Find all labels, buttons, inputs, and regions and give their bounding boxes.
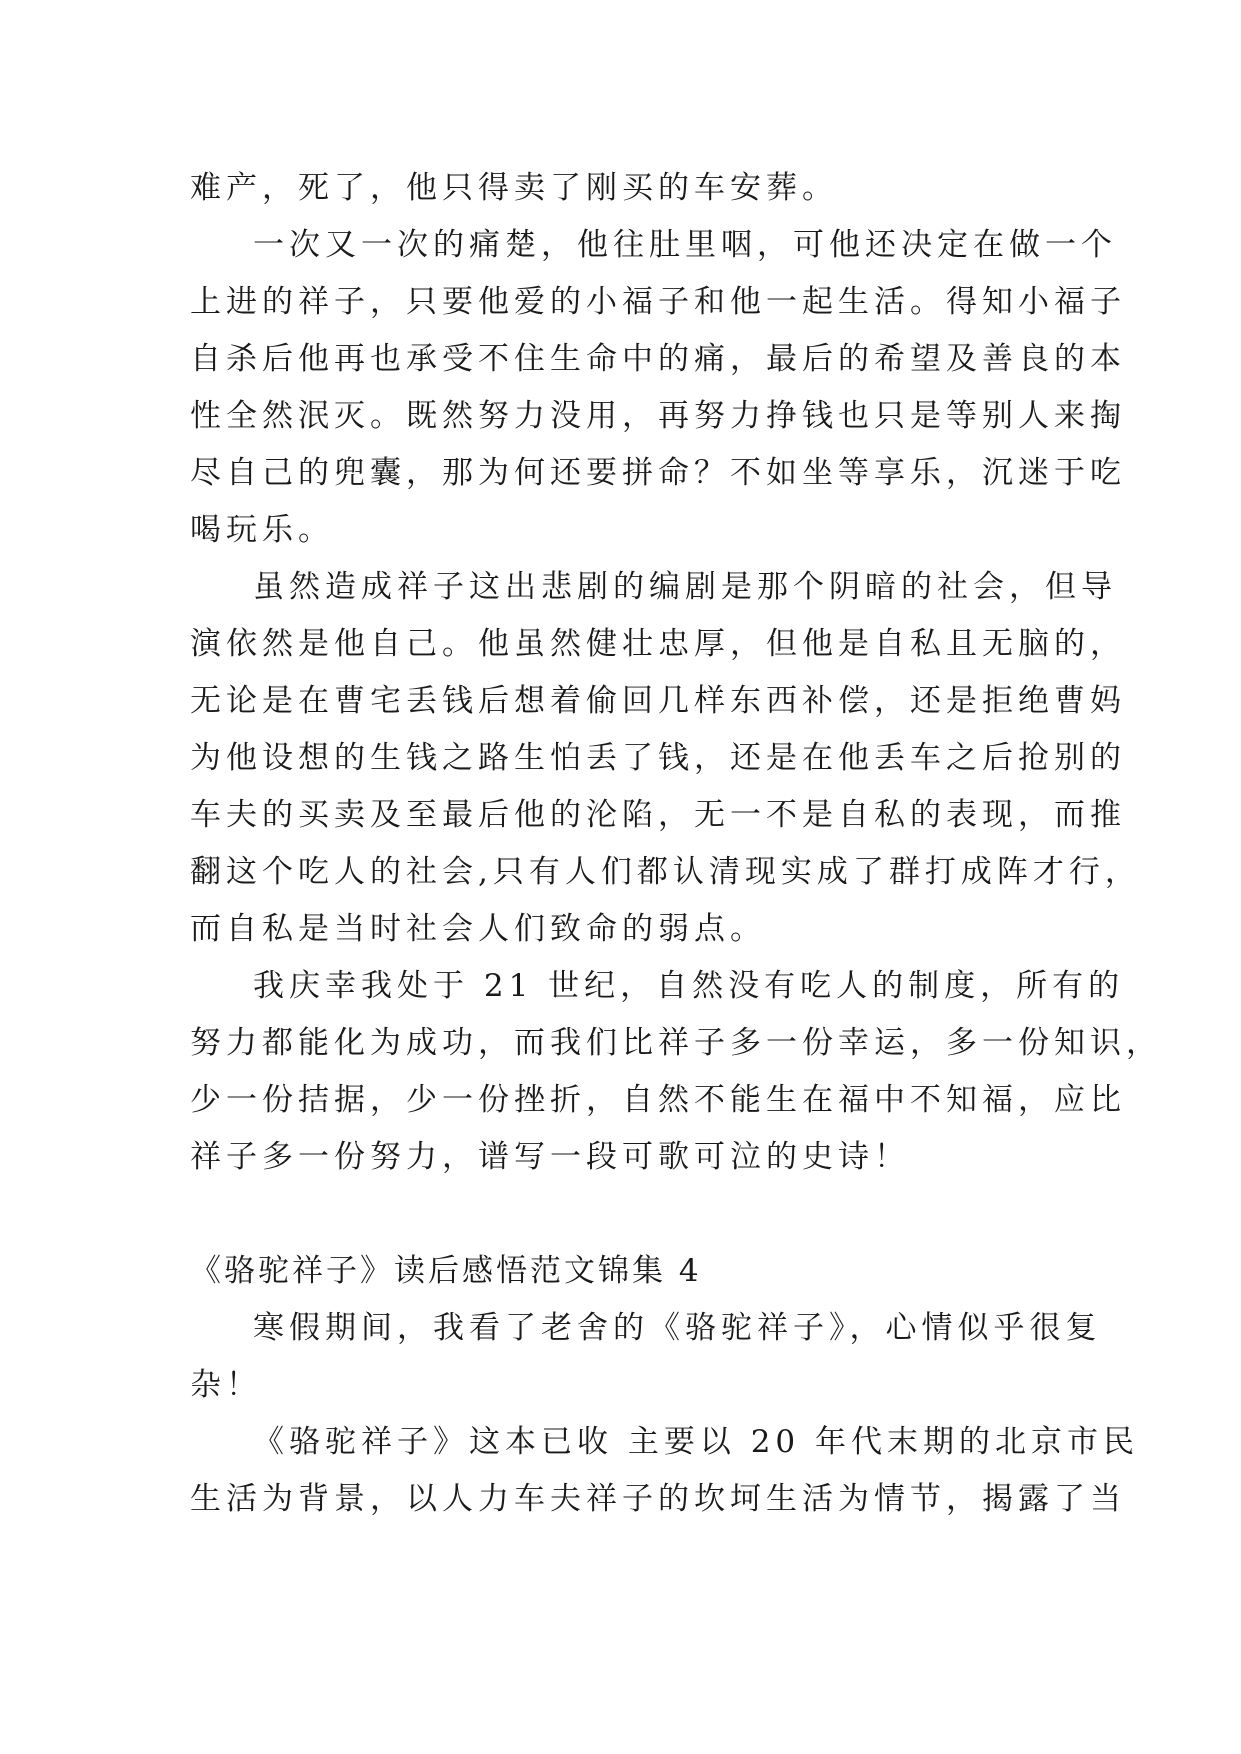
text-line: 杂！: [190, 1367, 262, 1403]
text-line: 努力都能化为成功，而我们比祥子多一份幸运，多一份知识，: [190, 1025, 1162, 1061]
text-line: 寒假期间，我看了老舍的《骆驼祥子》，心情似乎很复: [253, 1310, 1102, 1346]
text-line: 喝玩乐。: [190, 512, 334, 548]
text-line: 上进的祥子，只要他爱的小福子和他一起生活。得知小福子: [190, 284, 1126, 320]
text-line: 难产，死了，他只得卖了刚买的车安葬。: [190, 170, 838, 206]
text-line: 一次又一次的痛楚，他往肚里咽，可他还决定在做一个: [253, 227, 1117, 263]
text-line: 《骆驼祥子》这本已收 主要以 20 年代末期的北京市民: [253, 1424, 1140, 1460]
text-line: 演依然是他自己。他虽然健壮忠厚，但他是自私且无脑的，: [190, 626, 1126, 662]
text-line: 车夫的买卖及至最后他的沦陷，无一不是自私的表现，而推: [190, 797, 1126, 833]
text-line: 少一份拮据，少一份挫折，自然不能生在福中不知福，应比: [190, 1082, 1126, 1118]
text-line: 翻这个吃人的社会,只有人们都认清现实成了群打成阵才行，: [190, 854, 1141, 890]
text-line: 而自私是当时社会人们致命的弱点。: [190, 911, 766, 947]
text-line: 为他设想的生钱之路生怕丢了钱，还是在他丢车之后抢别的: [190, 740, 1126, 776]
text-line: 我庆幸我处于 21 世纪，自然没有吃人的制度，所有的: [253, 968, 1125, 1004]
text-line: 虽然造成祥子这出悲剧的编剧是那个阴暗的社会，但导: [253, 569, 1117, 605]
text-line: 生活为背景，以人力车夫祥子的坎坷生活为情节，揭露了当: [190, 1481, 1126, 1517]
text-line: 性全然泯灭。既然努力没用，再努力挣钱也只是等别人来掏: [190, 398, 1126, 434]
text-line: 尽自己的兜囊，那为何还要拼命？不如坐等享乐，沉迷于吃: [190, 455, 1126, 491]
text-line: 无论是在曹宅丢钱后想着偷回几样东西补偿，还是拒绝曹妈: [190, 683, 1126, 719]
text-line: 自杀后他再也承受不住生命中的痛，最后的希望及善良的本: [190, 341, 1126, 377]
section-heading: 《骆驼祥子》读后感悟范文锦集 4: [190, 1253, 702, 1289]
text-line: 祥子多一份努力，谱写一段可歌可泣的史诗！: [190, 1139, 910, 1175]
